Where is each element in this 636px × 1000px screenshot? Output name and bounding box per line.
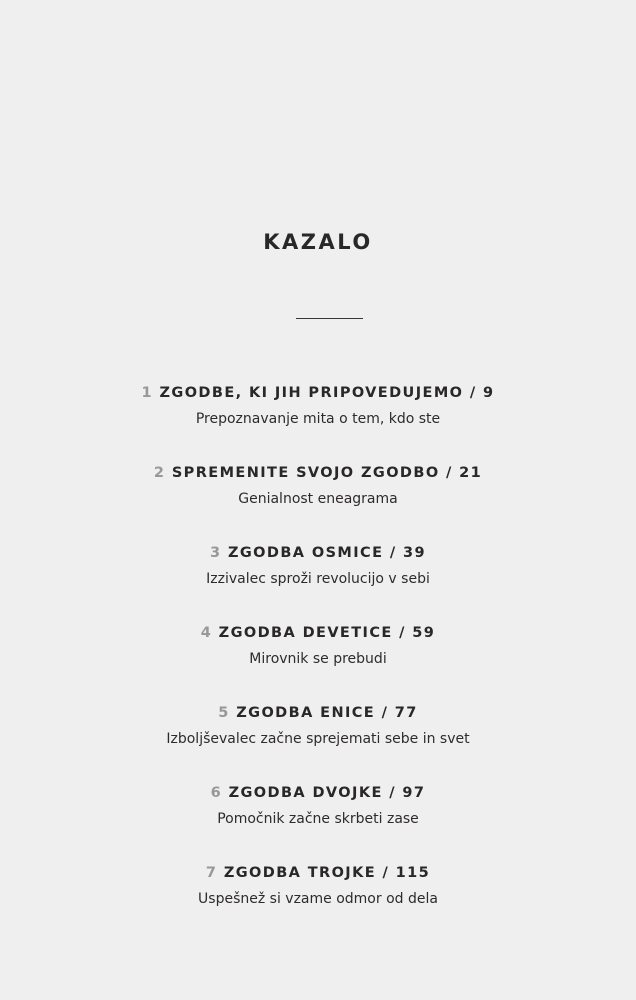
chapter-title: SPREMENITE SVOJO ZGODBO	[171, 465, 440, 481]
toc-entry-5[interactable]	[0, 700, 636, 780]
toc-entry-6[interactable]	[0, 780, 636, 860]
chapter-page: 77	[394, 705, 418, 721]
chapter-page: 21	[459, 465, 483, 481]
chapter-number: 3	[210, 545, 222, 561]
chapter-title: ZGODBA DVOJKE	[228, 785, 383, 801]
chapter-number: 2	[153, 465, 166, 481]
chapter-page: 9	[482, 385, 495, 401]
chapter-heading[interactable]: 2 SPREMENITE SVOJO ZGODBO / 21	[153, 465, 483, 481]
chapter-subtitle: Izboljševalec začne sprejemati sebe in svet	[166, 731, 470, 747]
chapter-page: 59	[412, 625, 436, 641]
chapter-number: 5	[218, 705, 230, 721]
chapter-heading[interactable]: 7 ZGODBA TROJKE / 115	[205, 865, 431, 881]
chapter-subtitle: Izzivalec sproži revolucijo v sebi	[206, 571, 430, 587]
chapter-heading[interactable]: 6 ZGODBA DVOJKE / 97	[210, 785, 426, 801]
chapter-heading[interactable]: 3 ZGODBA OSMICE / 39	[210, 545, 426, 561]
table-of-contents	[0, 380, 636, 940]
chapter-heading[interactable]: 4 ZGODBA DEVETICE / 59	[200, 625, 436, 641]
chapter-title: ZGODBA DEVETICE	[218, 625, 393, 641]
chapter-page: 97	[402, 785, 426, 801]
chapter-page: 115	[395, 865, 431, 881]
chapter-title: ZGODBE, KI JIH PRIPOVEDUJEMO	[159, 385, 464, 401]
chapter-title: ZGODBA ENICE	[236, 705, 376, 721]
chapter-subtitle: Genialnost eneagrama	[238, 491, 398, 507]
chapter-subtitle: Pomočnik začne skrbeti zase	[217, 811, 419, 827]
page-title: KAZALO	[263, 230, 373, 254]
toc-entry-2[interactable]	[0, 460, 636, 540]
chapter-subtitle: Prepoznavanje mita o tem, kdo ste	[195, 411, 441, 427]
toc-entry-7[interactable]	[0, 860, 636, 940]
chapter-subtitle: Uspešnež si vzame odmor od dela	[198, 891, 438, 907]
chapter-number: 1	[141, 385, 154, 401]
chapter-title: ZGODBA OSMICE	[227, 545, 384, 561]
chapter-subtitle: Mirovnik se prebudi	[249, 651, 387, 667]
toc-entry-4[interactable]	[0, 620, 636, 700]
title-divider	[296, 318, 363, 319]
chapter-number: 4	[200, 625, 213, 641]
chapter-heading[interactable]: 5 ZGODBA ENICE / 77	[218, 705, 418, 721]
chapter-title: ZGODBA TROJKE	[223, 865, 377, 881]
chapter-number: 7	[205, 865, 218, 881]
chapter-heading[interactable]: 1 ZGODBE, KI JIH PRIPOVEDUJEMO / 9	[141, 385, 495, 401]
toc-entry-3[interactable]	[0, 540, 636, 620]
chapter-number: 6	[210, 785, 223, 801]
chapter-page: 39	[403, 545, 426, 561]
toc-entry-1[interactable]	[0, 380, 636, 460]
